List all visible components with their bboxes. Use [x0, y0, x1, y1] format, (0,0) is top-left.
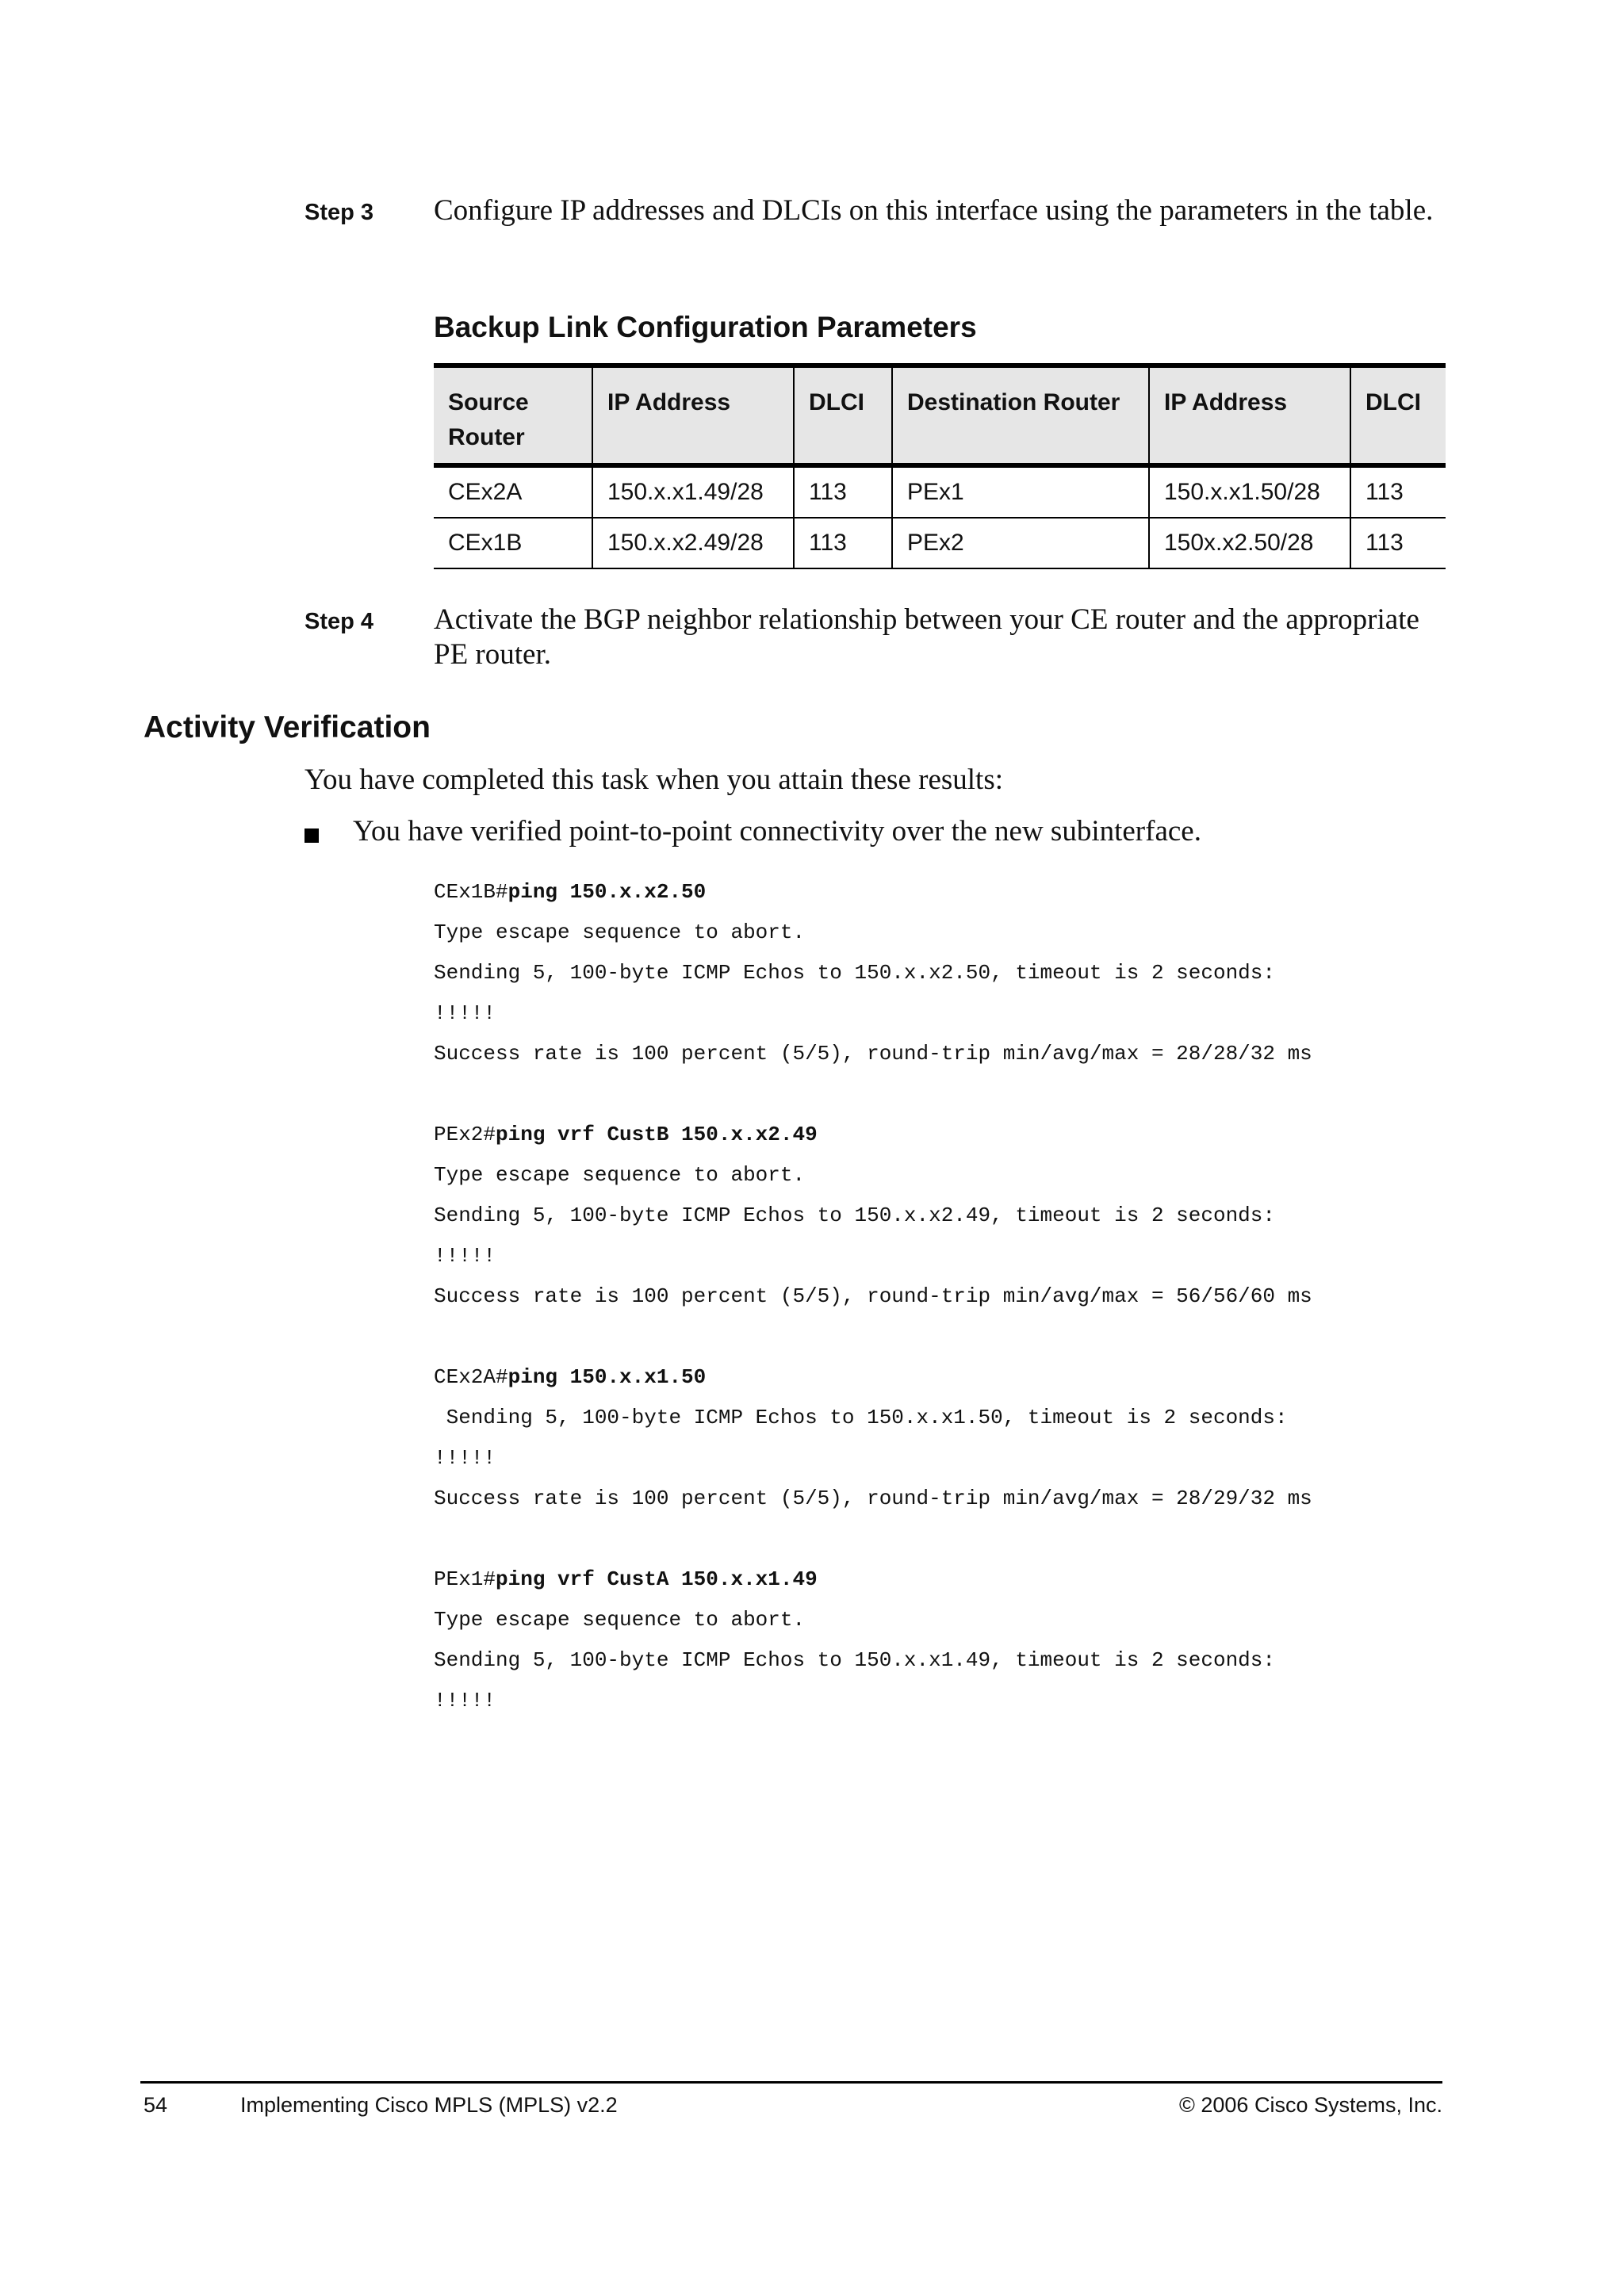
verification-bullet: You have verified point-to-point connectivity over the new subinterface. — [353, 815, 1201, 848]
cli-command-line — [434, 1115, 1312, 1155]
cli-command: ping vrf CustB 150.x.x2.49 — [496, 1123, 818, 1146]
step-3-text: Configure IP addresses and DLCIs on this interface using the parameters in the table. — [434, 194, 1434, 227]
step-4-label: Step 4 — [304, 609, 374, 634]
copyright: © 2006 Cisco Systems, Inc. — [1178, 2093, 1442, 2117]
table-title: Backup Link Configuration Parameters — [434, 311, 977, 343]
cli-output-line: Type escape sequence to abort. — [434, 920, 806, 944]
cli-prompt: CEx1B# — [434, 880, 508, 904]
table-cell: 150x.x2.50/28 — [1149, 518, 1350, 568]
cli-output-line: Success rate is 100 percent (5/5), round-trip min/avg/max = 56/56/60 ms — [434, 1284, 1312, 1308]
step-3-label: Step 3 — [304, 200, 374, 225]
table-cell: 113 — [794, 518, 892, 568]
cli-output-line: Success rate is 100 percent (5/5), round-trip min/avg/max = 28/29/32 ms — [434, 1487, 1312, 1510]
cli-command: ping vrf CustA 150.x.x1.49 — [496, 1567, 818, 1591]
table-row — [434, 465, 1446, 518]
section-heading: Activity Verification — [144, 710, 431, 744]
cli-command-line — [434, 872, 1312, 913]
table-cell: PEx1 — [892, 465, 1149, 518]
cli-output-line: Success rate is 100 percent (5/5), round-trip min/avg/max = 28/28/32 ms — [434, 1042, 1312, 1066]
square-bullet-icon — [304, 828, 319, 843]
column-header-destination-router: Destination Router — [892, 365, 1149, 465]
table-row — [434, 518, 1446, 568]
table-cell: 150.x.x2.49/28 — [592, 518, 794, 568]
cli-command: ping 150.x.x1.50 — [508, 1365, 707, 1389]
page-number: 54 — [144, 2093, 168, 2117]
cli-output-line: Type escape sequence to abort. — [434, 1163, 806, 1187]
table-cell: 113 — [1350, 465, 1446, 518]
cli-command-line — [434, 1559, 1312, 1600]
column-header-destination-ip: IP Address — [1149, 365, 1350, 465]
cli-prompt: PEx1# — [434, 1567, 496, 1591]
cli-prompt: CEx2A# — [434, 1365, 508, 1389]
column-header-source-dlci: DLCI — [794, 365, 892, 465]
cli-output-line: Sending 5, 100-byte ICMP Echos to 150.x.x1.49, timeout is 2 seconds: — [434, 1648, 1275, 1672]
cli-output-line: Sending 5, 100-byte ICMP Echos to 150.x.x1.50, timeout is 2 seconds: — [434, 1406, 1288, 1429]
table-cell: PEx2 — [892, 518, 1149, 568]
verification-intro: You have completed this task when you attain these results: — [304, 763, 1004, 796]
table-cell: CEx1B — [434, 518, 592, 568]
cli-output-line: Sending 5, 100-byte ICMP Echos to 150.x.x2.50, timeout is 2 seconds: — [434, 961, 1275, 985]
cli-output-line: Type escape sequence to abort. — [434, 1608, 806, 1632]
cli-prompt: PEx2# — [434, 1123, 496, 1146]
cli-output-line: !!!!! — [434, 1001, 496, 1025]
backup-link-parameters-table — [434, 363, 1446, 569]
table-cell: 150.x.x1.50/28 — [1149, 465, 1350, 518]
cli-command: ping 150.x.x2.50 — [508, 880, 707, 904]
cli-output-line: !!!!! — [434, 1689, 496, 1712]
cli-command-line — [434, 1357, 1312, 1398]
course-title: Implementing Cisco MPLS (MPLS) v2.2 — [240, 2093, 618, 2117]
table-cell: 150.x.x1.49/28 — [592, 465, 794, 518]
table-cell: 113 — [1350, 518, 1446, 568]
cli-output-line: !!!!! — [434, 1446, 496, 1470]
cli-output-line: !!!!! — [434, 1244, 496, 1268]
table-header-row — [434, 365, 1446, 465]
column-header-source-ip: IP Address — [592, 365, 794, 465]
cli-output — [434, 872, 1312, 1721]
table-cell: CEx2A — [434, 465, 592, 518]
footer-divider — [140, 2081, 1442, 2084]
step-4-text: Activate the BGP neighbor relationship between your CE router and the appropriate PE router. — [434, 603, 1419, 671]
table-cell: 113 — [794, 465, 892, 518]
column-header-source-router: Source Router — [434, 365, 592, 465]
cli-output-line: Sending 5, 100-byte ICMP Echos to 150.x.x2.49, timeout is 2 seconds: — [434, 1203, 1275, 1227]
column-header-destination-dlci: DLCI — [1350, 365, 1446, 465]
